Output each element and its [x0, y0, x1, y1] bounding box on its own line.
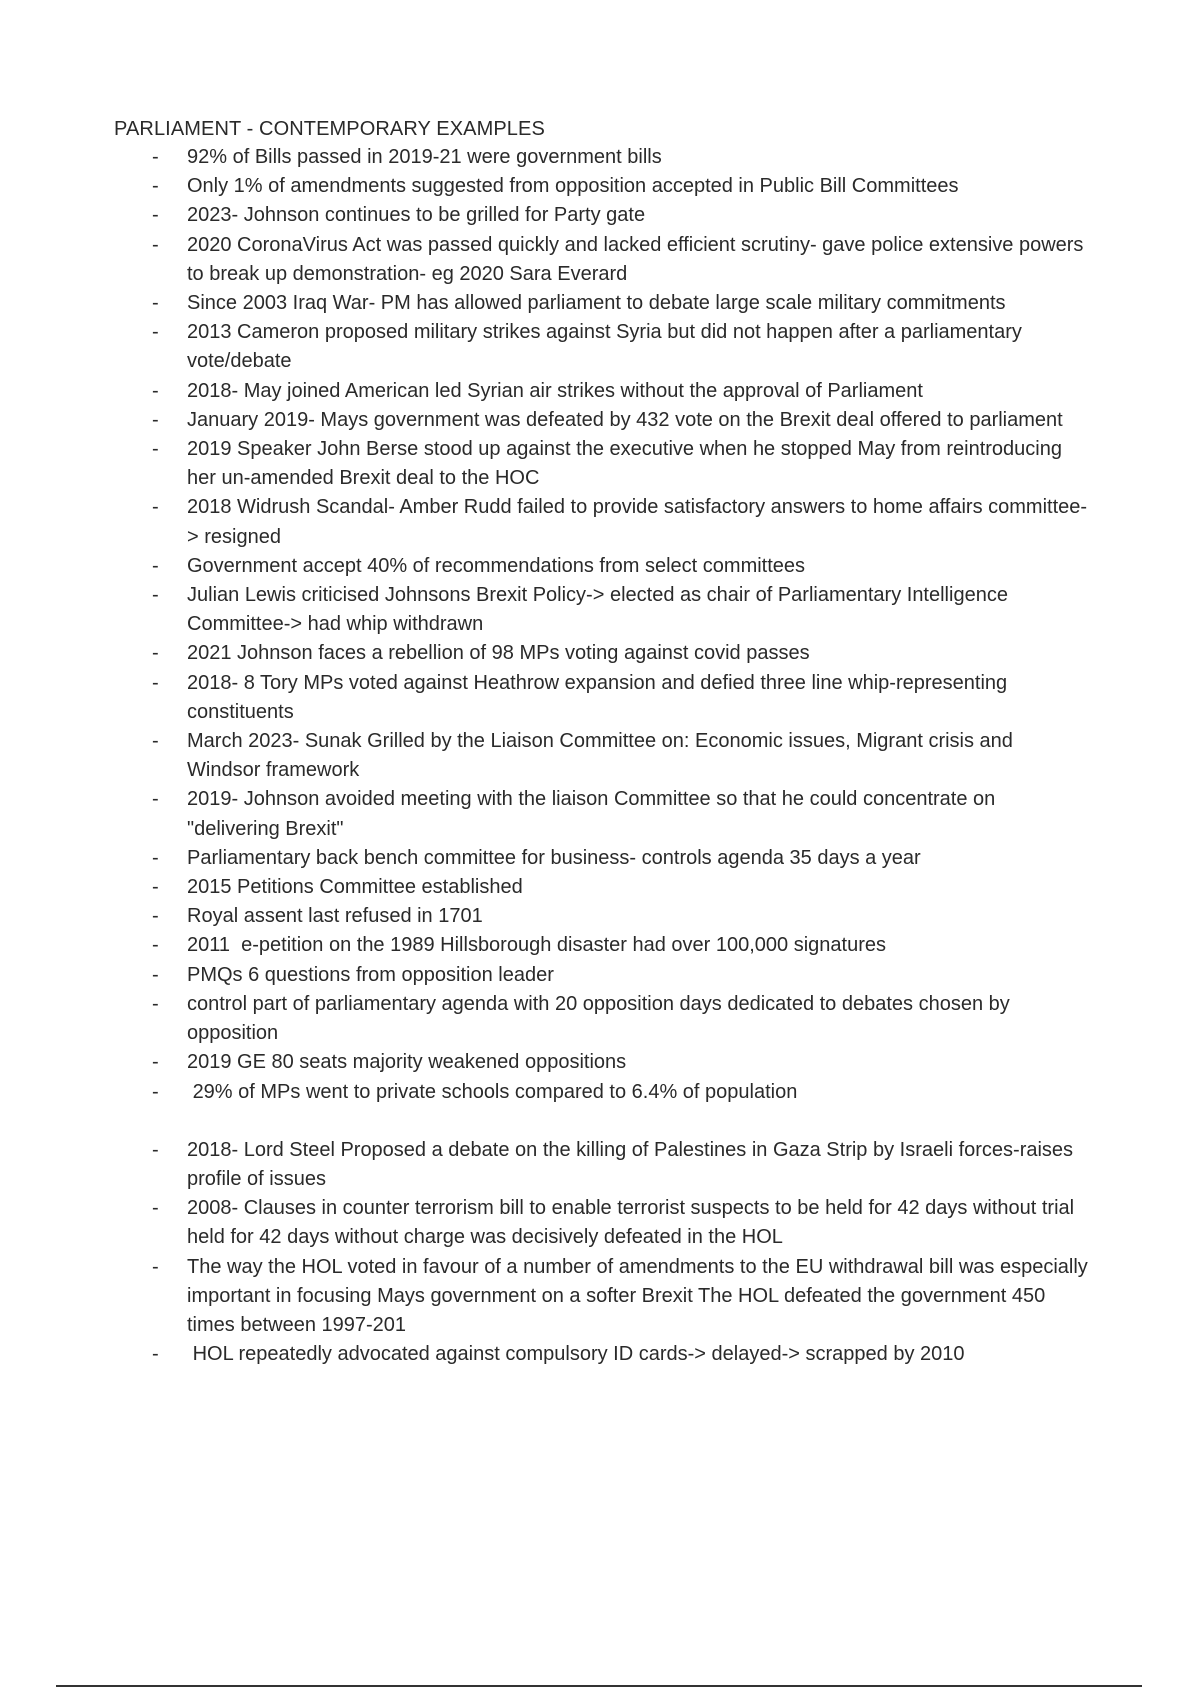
bullet-dash: - — [152, 379, 159, 402]
bullet-dash: - — [152, 584, 159, 607]
list-item-text: 92% of Bills passed in 2019-21 were government bills — [187, 146, 662, 168]
list-item-text: 2019- Johnson avoided meeting with the liaison Committee so that he could concentrate on "delivering Brexit" — [187, 788, 1001, 840]
bullet-dash: - — [152, 1051, 159, 1074]
document-title: PARLIAMENT - CONTEMPORARY EXAMPLES — [114, 118, 545, 140]
list-item — [0, 1136, 1200, 1194]
list-item — [0, 231, 1200, 289]
list-item-text: 2015 Petitions Committee established — [187, 876, 523, 899]
list-item-text: 2018 Widrush Scandal- Amber Rudd failed to provide satisfactory answers to home affairs committee-> resigned — [187, 496, 1088, 548]
list-item-text: Since 2003 Iraq War- PM has allowed parliament to debate large scale military commitments — [187, 292, 1006, 315]
bullet-dash: - — [152, 1255, 159, 1278]
list-item — [0, 1340, 1200, 1369]
bullet-dash: - — [152, 788, 159, 811]
list-item-text: 2008- Clauses in counter terrorism bill to enable terrorist suspects to be held for 42 days without trial held for 42 days without charge was decisively defeated in the HOL — [187, 1197, 1080, 1249]
bullet-dash: - — [152, 438, 159, 461]
list-item-text: January 2019- Mays government was defeated by 432 vote on the Brexit deal offered to parliament — [187, 408, 1063, 431]
list-item-text: 2023- Johnson continues to be grilled for Party gate — [187, 204, 646, 227]
list-item — [0, 318, 1200, 376]
list-item-text: Julian Lewis criticised Johnsons Brexit Policy-> elected as chair of Parliamentary Intelligence Committee-> had whip withdrawn — [187, 584, 1014, 636]
list-item-text: March 2023- Sunak Grilled by the Liaison Committee on: Economic issues, Migrant crisis and Windsor framework — [187, 730, 1019, 782]
list-item-text: 2011 e-petition on the 1989 Hillsborough disaster had over 100,000 signatures — [187, 934, 886, 957]
list-item-text: 2018- 8 Tory MPs voted against Heathrow expansion and defied three line whip-representing constituents — [187, 671, 1013, 723]
list-item — [0, 289, 1200, 318]
bullet-dash: - — [152, 905, 159, 928]
list-item — [0, 639, 1200, 668]
list-item-text: 2019 GE 80 seats majority weakened oppositions — [187, 1051, 627, 1074]
bullet-dash: - — [152, 671, 159, 694]
list-item-text: Only 1% of amendments suggested from opposition accepted in Public Bill Committees — [187, 175, 959, 198]
list-item-text: Government accept 40% of recommendations from select committees — [187, 554, 806, 577]
list-item-text: 2018- Lord Steel Proposed a debate on the killing of Palestines in Gaza Strip by Israeli forces-raises profile of issues — [187, 1138, 1079, 1190]
list-item — [0, 581, 1200, 639]
bullet-dash: - — [152, 204, 159, 227]
list-item — [0, 785, 1200, 843]
bullet-dash: - — [152, 496, 159, 519]
bullet-dash: - — [152, 1138, 159, 1161]
bullet-dash: - — [152, 1080, 159, 1103]
list-item-text: 2013 Cameron proposed military strikes against Syria but did not happen after a parliamentary vote/debate — [187, 321, 1028, 373]
list-item-text: HOL repeatedly advocated against compulsory ID cards-> delayed-> scrapped by 2010 — [187, 1343, 965, 1366]
bullet-dash: - — [152, 963, 159, 986]
footer-divider — [56, 1685, 1142, 1687]
bullet-dash: - — [152, 934, 159, 957]
list-item — [0, 961, 1200, 990]
bullet-dash: - — [152, 730, 159, 753]
bullet-list — [0, 143, 1200, 1369]
list-item — [0, 435, 1200, 493]
list-item-text: 29% of MPs went to private schools compared to 6.4% of population — [187, 1080, 798, 1103]
bullet-dash: - — [152, 175, 159, 198]
bullet-dash: - — [152, 233, 159, 256]
list-item — [0, 1253, 1200, 1341]
list-item-text: PMQs 6 questions from opposition leader — [187, 963, 554, 986]
list-item-text: 2019 Speaker John Berse stood up against the executive when he stopped May from reintroducing her un-amended Brexit deal to the HOC — [187, 438, 1068, 490]
list-item — [0, 143, 1200, 172]
bullet-dash: - — [152, 408, 159, 431]
list-item — [0, 931, 1200, 960]
list-item — [0, 493, 1200, 551]
bullet-dash: - — [152, 642, 159, 665]
list-item-text: Royal assent last refused in 1701 — [187, 905, 483, 928]
list-item — [0, 1194, 1200, 1252]
list-item-text: 2021 Johnson faces a rebellion of 98 MPs voting against covid passes — [187, 642, 810, 665]
list-item — [0, 172, 1200, 201]
list-item — [0, 873, 1200, 902]
bullet-dash: - — [152, 876, 159, 899]
bullet-dash: - — [152, 321, 159, 344]
bullet-dash: - — [152, 1197, 159, 1220]
list-item — [0, 902, 1200, 931]
list-item-text: 2018- May joined American led Syrian air strikes without the approval of Parliament — [187, 379, 923, 402]
list-item — [0, 552, 1200, 581]
bullet-dash: - — [152, 146, 159, 168]
list-item — [0, 990, 1200, 1048]
list-item — [0, 669, 1200, 727]
list-item — [0, 1048, 1200, 1077]
list-item-text: Parliamentary back bench committee for business- controls agenda 35 days a year — [187, 846, 921, 869]
bullet-dash: - — [152, 1343, 159, 1366]
list-item — [0, 727, 1200, 785]
bullet-dash: - — [152, 554, 159, 577]
list-item-text: The way the HOL voted in favour of a number of amendments to the EU withdrawal bill was especially important in focusing Mays government on a softer Brexit The HOL defeated the government 450 times between 1997-201 — [187, 1255, 1094, 1336]
list-item-text: control part of parliamentary agenda with 20 opposition days dedicated to debates chosen by opposition — [187, 992, 1016, 1045]
list-item — [0, 844, 1200, 873]
list-item — [0, 201, 1200, 230]
list-item-text: 2020 CoronaVirus Act was passed quickly and lacked efficient scrutiny- gave police extensive powers to break up demonstration- eg 2020 Sara Everard — [187, 233, 1089, 285]
bullet-dash: - — [152, 846, 159, 869]
list-item — [0, 406, 1200, 435]
list-item — [0, 1078, 1200, 1107]
list-item — [0, 377, 1200, 406]
bullet-dash: - — [152, 292, 159, 315]
bullet-dash: - — [152, 992, 159, 1015]
